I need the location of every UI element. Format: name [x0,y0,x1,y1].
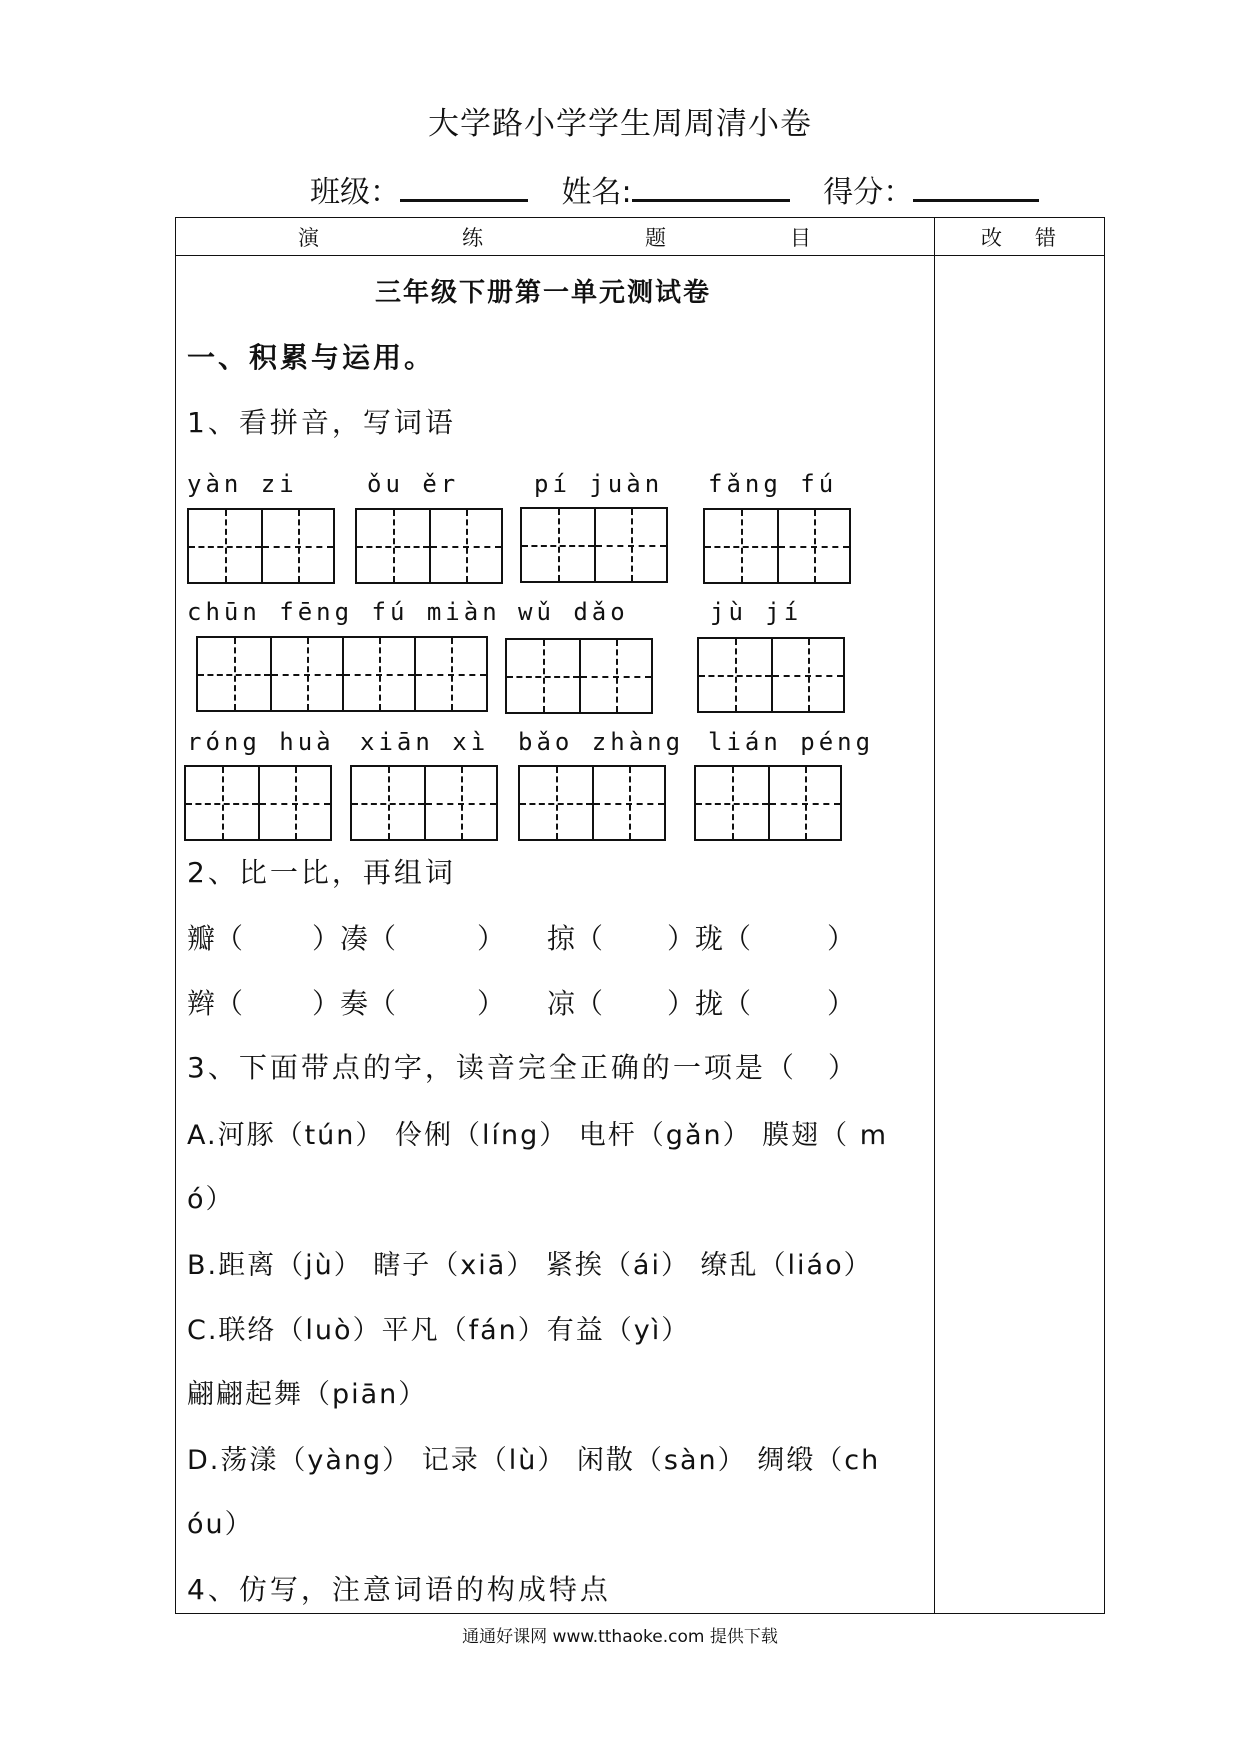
pinyin: jù jí [710,598,803,626]
writing-grid[interactable] [196,636,488,712]
pinyin: wǔ dǎo [518,598,629,626]
name-label: 姓名: [561,175,632,210]
footer-source: 通通好课网 www.tthaoke.com 提供下载 [462,1627,778,1647]
header-divider [175,255,1105,256]
pinyin: róng huà [187,728,335,756]
student-info-line [310,167,1063,211]
option-a-cont: ó） [187,1184,235,1215]
compare-item: 掠（ [547,922,604,955]
pinyin: lián péng [708,728,875,756]
writing-grid[interactable] [350,765,498,841]
head-exercise-2: 练 [462,226,483,250]
section-1-heading: 一、积累与运用。 [187,341,436,374]
compare-item: ） [827,922,856,955]
writing-grid[interactable] [694,765,842,841]
pinyin: ǒu ěr [367,470,460,498]
question-4: 4、仿写，注意词语的构成特点 [187,1573,611,1606]
head-correction-2: 错 [1035,226,1056,250]
score-label: 得分： [823,175,914,210]
writing-grid[interactable] [697,637,845,713]
school-title: 大学路小学学生周周清小卷 [428,106,812,142]
compare-item: ） [477,922,506,955]
pinyin: xiān xì [360,728,490,756]
score-blank[interactable] [913,173,1039,202]
writing-grid[interactable] [355,508,503,584]
pinyin: bǎo zhàng [518,728,685,756]
compare-item: ）奏（ [312,987,397,1020]
compare-item: ）珑（ [667,922,752,955]
option-b[interactable]: B.距离（jù） 瞎子（xiā） 紧挨（ái） 缭乱（liáo） [187,1250,873,1281]
name-blank[interactable] [632,173,790,202]
paper-title: 三年级下册第一单元测试卷 [375,278,712,308]
option-c[interactable]: C.联络（luò）平凡（fán）有益（yì） [187,1315,691,1346]
compare-item: ） [827,987,856,1020]
compare-item: ） [477,987,506,1020]
head-exercise-4: 目 [790,226,811,250]
head-exercise-3: 题 [645,226,666,250]
pinyin: fǎng fú [708,470,838,498]
writing-grid[interactable] [518,765,666,841]
class-blank[interactable] [400,173,528,202]
option-d[interactable]: D.荡漾（yàng） 记录（lù） 闲散（sàn） 绸缎（ch [187,1445,881,1476]
compare-item: 辫（ [187,987,244,1020]
writing-grid[interactable] [703,508,851,584]
pinyin: pí juàn [534,470,664,498]
compare-item: ）凑（ [312,922,397,955]
compare-item: ）拢（ [667,987,752,1020]
writing-grid[interactable] [505,638,653,714]
option-c-cont: 翩翩起舞（piān） [187,1379,428,1410]
column-divider [934,217,935,1614]
writing-grid[interactable] [520,507,668,583]
pinyin: chūn fēng fú miàn [187,598,501,626]
option-d-cont: óu） [187,1509,254,1540]
pinyin: yàn zi [187,470,298,498]
class-label: 班级： [310,175,400,210]
question-3: 3、下面带点的字，读音完全正确的一项是（ ） [187,1051,859,1084]
compare-item: 瓣（ [187,922,244,955]
question-1: 1、看拼音，写词语 [187,406,456,439]
option-a[interactable]: A.河豚（tún） 伶俐（líng） 电杆（gǎn） 膜翅（ m [187,1120,889,1151]
head-correction-1: 改 [981,226,1002,250]
writing-grid[interactable] [187,508,335,584]
writing-grid[interactable] [184,765,332,841]
compare-item: 凉（ [547,987,604,1020]
head-exercise-1: 演 [298,226,319,250]
question-2: 2、比一比，再组词 [187,856,456,889]
